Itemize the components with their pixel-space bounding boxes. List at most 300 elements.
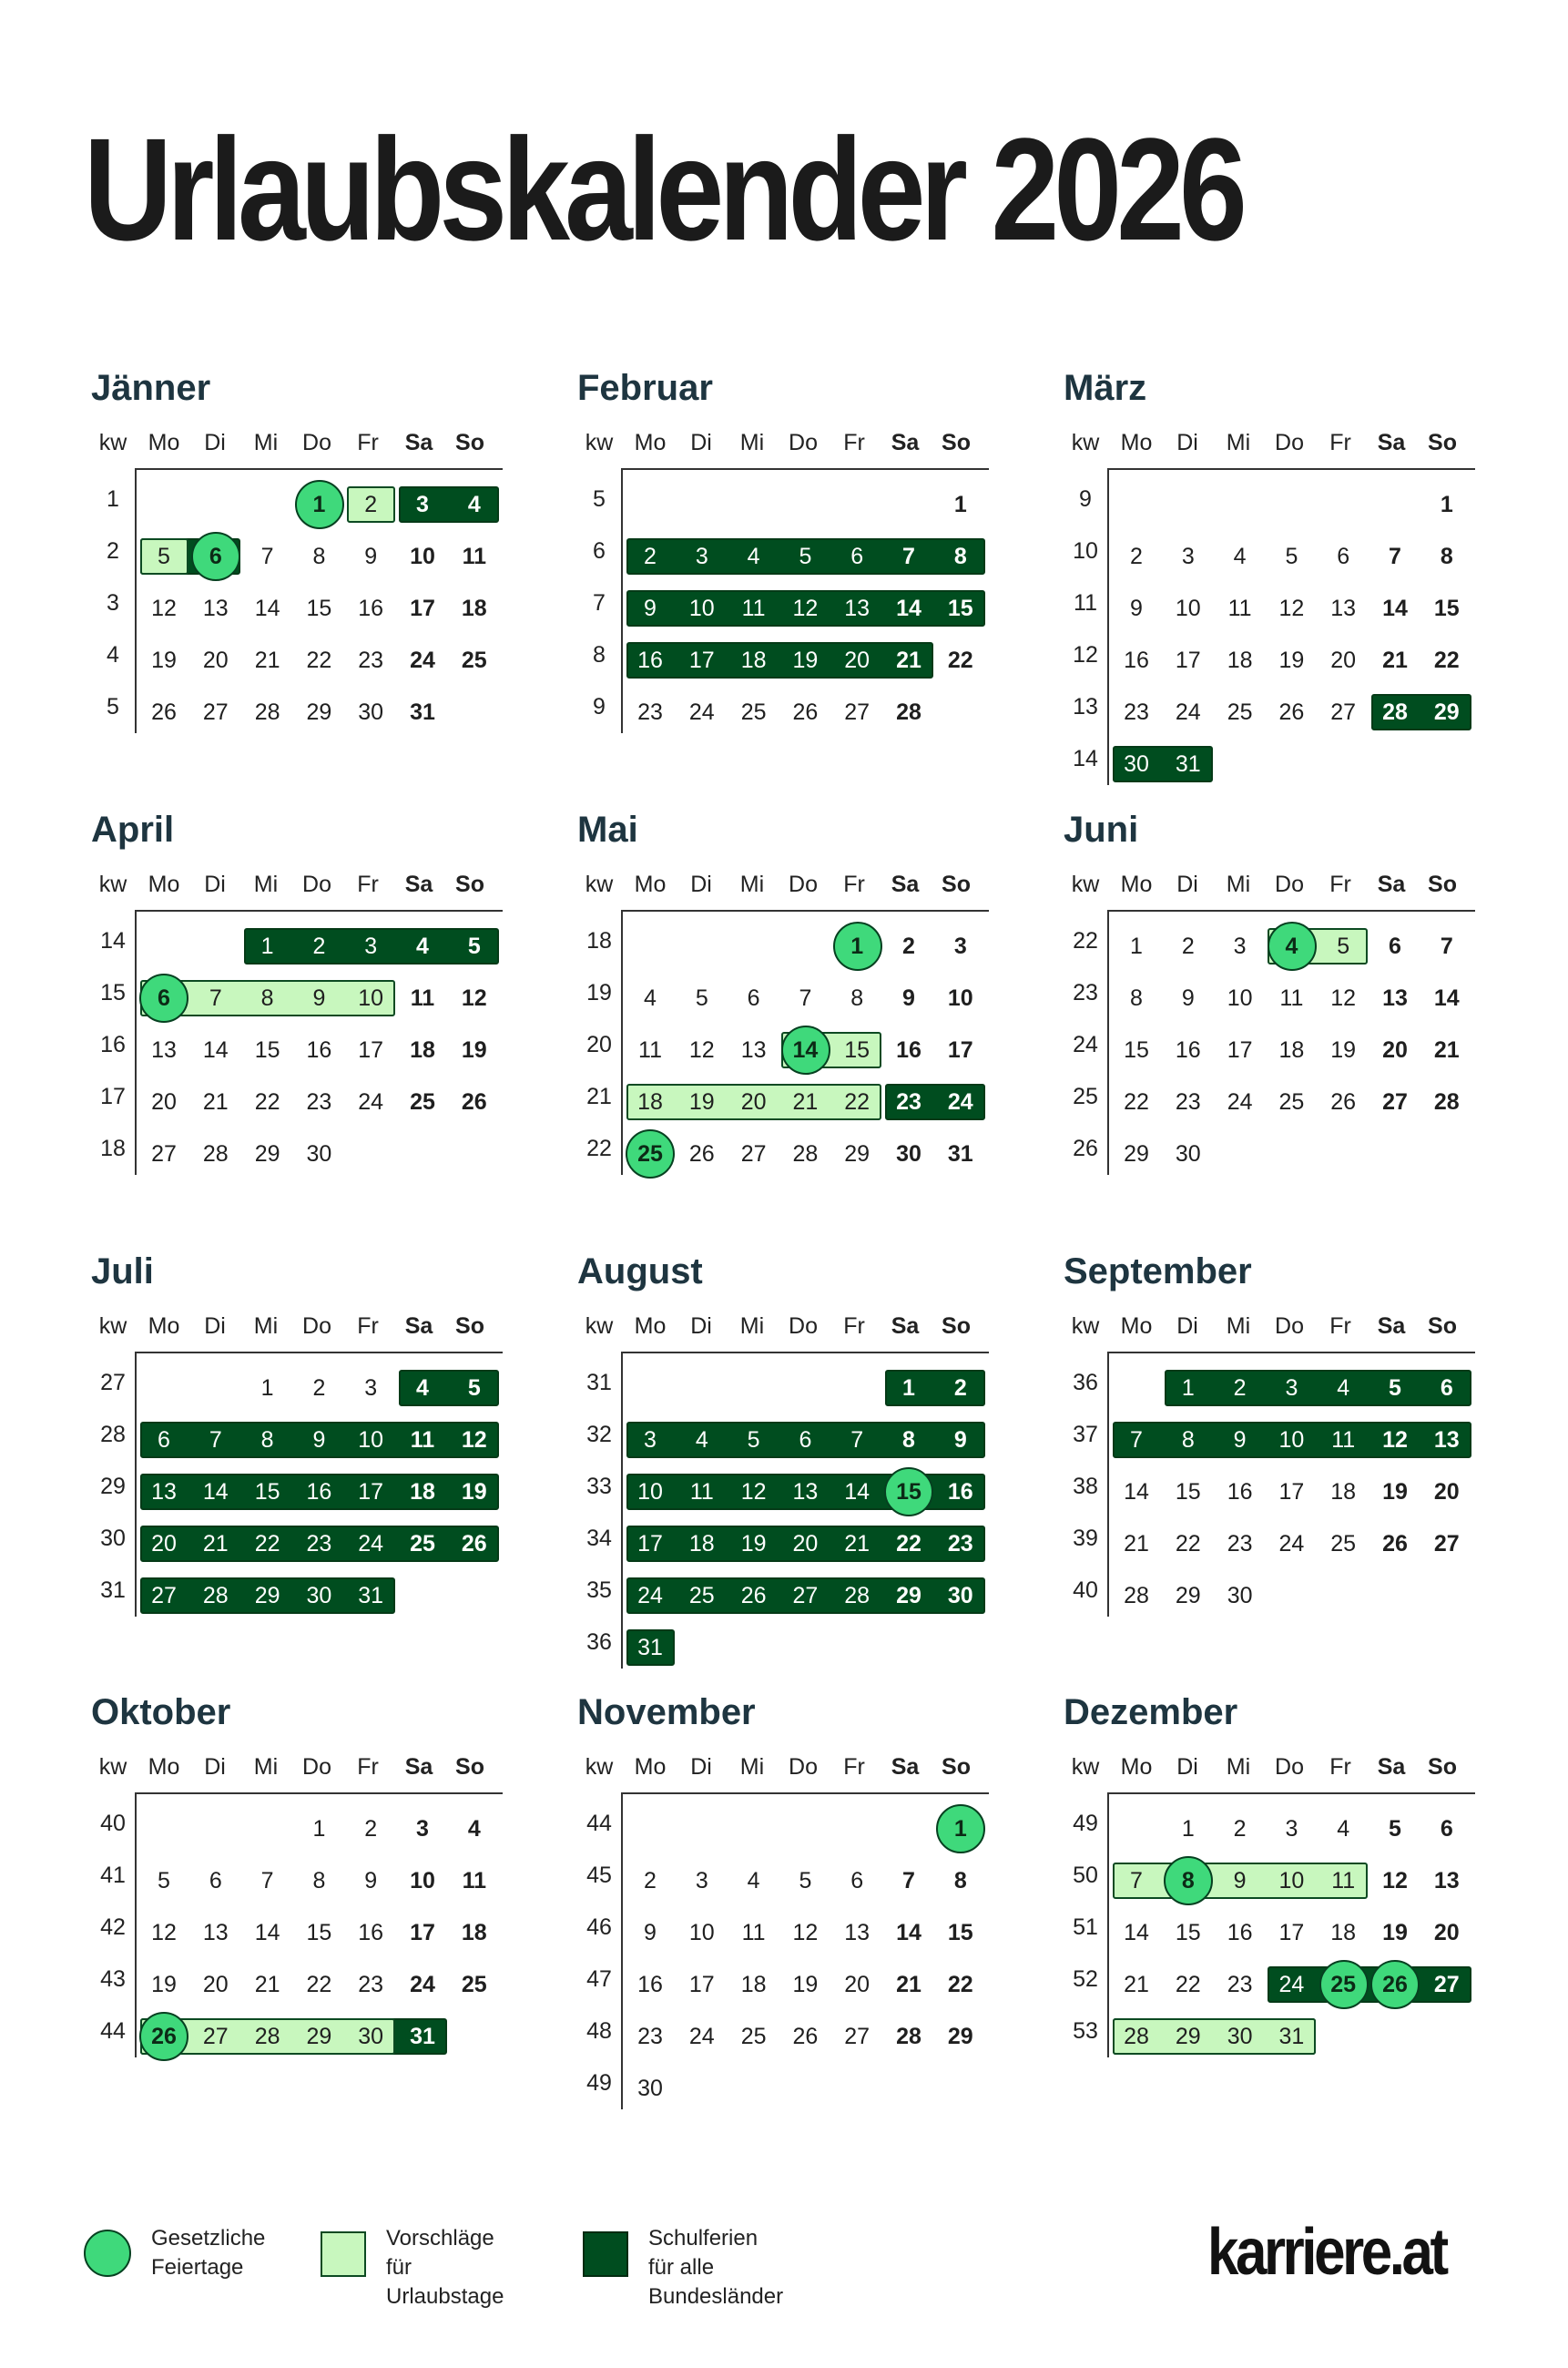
calendar-day[interactable]: 2 (312, 1375, 326, 1401)
calendar-day[interactable]: 4 (747, 544, 760, 569)
calendar-day[interactable]: 15 (896, 1479, 921, 1505)
calendar-day[interactable]: 28 (202, 1141, 229, 1167)
calendar-day[interactable]: 7 (209, 1427, 222, 1453)
calendar-day[interactable]: 2 (364, 1816, 378, 1842)
calendar-day[interactable]: 4 (747, 1868, 760, 1893)
calendar-day[interactable]: 18 (1330, 1920, 1357, 1945)
calendar-day[interactable]: 4 (467, 492, 481, 517)
calendar-day[interactable]: 17 (947, 1037, 973, 1063)
calendar-day[interactable]: 21 (844, 1531, 871, 1557)
calendar-day[interactable]: 6 (158, 1427, 170, 1453)
calendar-day[interactable]: 24 (947, 1089, 973, 1115)
calendar-day[interactable]: 23 (306, 1089, 332, 1115)
calendar-day[interactable]: 14 (1433, 985, 1460, 1011)
calendar-day[interactable]: 5 (1337, 934, 1350, 959)
calendar-day[interactable]: 18 (1278, 1037, 1305, 1063)
calendar-day[interactable]: 11 (1331, 1868, 1356, 1893)
calendar-day[interactable]: 24 (358, 1089, 384, 1115)
calendar-day[interactable]: 6 (209, 544, 222, 569)
calendar-day[interactable]: 12 (688, 1037, 715, 1063)
calendar-day[interactable]: 7 (260, 544, 274, 569)
calendar-day[interactable]: 13 (844, 596, 871, 621)
calendar-day[interactable]: 2 (364, 492, 378, 517)
calendar-day[interactable]: 26 (1382, 1531, 1408, 1557)
calendar-day[interactable]: 15 (947, 596, 973, 621)
calendar-day[interactable]: 25 (740, 2024, 767, 2049)
calendar-day[interactable]: 23 (1227, 1531, 1253, 1557)
calendar-day[interactable]: 15 (1124, 1037, 1149, 1063)
calendar-day[interactable]: 7 (1389, 544, 1401, 569)
calendar-day[interactable]: 27 (202, 2024, 229, 2049)
calendar-day[interactable]: 14 (844, 1479, 871, 1505)
calendar-day[interactable]: 3 (1285, 1816, 1298, 1842)
calendar-day[interactable]: 3 (364, 1375, 378, 1401)
calendar-day[interactable]: 24 (688, 2024, 715, 2049)
calendar-day[interactable]: 1 (902, 1375, 915, 1401)
calendar-day[interactable]: 23 (306, 1531, 332, 1557)
calendar-day[interactable]: 3 (953, 934, 967, 959)
calendar-day[interactable]: 18 (410, 1037, 435, 1063)
calendar-day[interactable]: 25 (1278, 1089, 1305, 1115)
calendar-day[interactable]: 20 (202, 648, 229, 673)
calendar-day[interactable]: 2 (1233, 1375, 1247, 1401)
calendar-day[interactable]: 13 (151, 1479, 177, 1505)
calendar-day[interactable]: 11 (410, 985, 435, 1011)
calendar-day[interactable]: 10 (1227, 985, 1253, 1011)
calendar-day[interactable]: 17 (410, 596, 435, 621)
calendar-day[interactable]: 19 (792, 648, 819, 673)
calendar-day[interactable]: 4 (1337, 1816, 1350, 1842)
calendar-day[interactable]: 27 (844, 699, 871, 725)
calendar-day[interactable]: 27 (202, 699, 229, 725)
calendar-day[interactable]: 8 (902, 1427, 915, 1453)
calendar-day[interactable]: 25 (461, 648, 487, 673)
calendar-day[interactable]: 29 (254, 1583, 280, 1608)
calendar-day[interactable]: 8 (1130, 985, 1143, 1011)
calendar-day[interactable]: 25 (461, 1972, 487, 1997)
calendar-day[interactable]: 29 (1433, 699, 1460, 725)
calendar-day[interactable]: 8 (1440, 544, 1453, 569)
calendar-day[interactable]: 20 (1433, 1479, 1460, 1505)
calendar-day[interactable]: 7 (902, 544, 915, 569)
calendar-day[interactable]: 12 (1278, 596, 1305, 621)
calendar-day[interactable]: 9 (644, 596, 657, 621)
calendar-day[interactable]: 19 (1382, 1479, 1408, 1505)
calendar-day[interactable]: 17 (1227, 1037, 1253, 1063)
calendar-day[interactable]: 19 (688, 1089, 715, 1115)
calendar-day[interactable]: 5 (1285, 544, 1298, 569)
calendar-day[interactable]: 5 (158, 544, 170, 569)
calendar-day[interactable]: 1 (312, 1816, 326, 1842)
calendar-day[interactable]: 13 (151, 1037, 177, 1063)
calendar-day[interactable]: 12 (1382, 1868, 1408, 1893)
calendar-day[interactable]: 28 (1382, 699, 1408, 725)
calendar-day[interactable]: 15 (1433, 596, 1460, 621)
calendar-day[interactable]: 9 (1181, 985, 1195, 1011)
calendar-day[interactable]: 2 (312, 934, 326, 959)
calendar-day[interactable]: 30 (947, 1583, 973, 1608)
calendar-day[interactable]: 31 (410, 699, 435, 725)
calendar-day[interactable]: 30 (358, 699, 384, 725)
calendar-day[interactable]: 18 (688, 1531, 715, 1557)
calendar-day[interactable]: 5 (799, 1868, 812, 1893)
calendar-day[interactable]: 30 (358, 2024, 384, 2049)
calendar-day[interactable]: 24 (1278, 1972, 1305, 1997)
calendar-day[interactable]: 18 (461, 1920, 487, 1945)
calendar-day[interactable]: 22 (844, 1089, 871, 1115)
calendar-day[interactable]: 5 (1389, 1375, 1401, 1401)
calendar-day[interactable]: 1 (1440, 492, 1453, 517)
calendar-day[interactable]: 21 (202, 1089, 229, 1115)
calendar-day[interactable]: 13 (1330, 596, 1357, 621)
calendar-day[interactable]: 22 (896, 1531, 921, 1557)
calendar-day[interactable]: 24 (1227, 1089, 1253, 1115)
calendar-day[interactable]: 24 (410, 648, 435, 673)
calendar-day[interactable]: 3 (416, 492, 429, 517)
calendar-day[interactable]: 12 (792, 596, 819, 621)
calendar-day[interactable]: 17 (637, 1531, 663, 1557)
calendar-day[interactable]: 22 (254, 1531, 280, 1557)
calendar-day[interactable]: 27 (151, 1583, 177, 1608)
calendar-day[interactable]: 1 (1181, 1375, 1195, 1401)
calendar-day[interactable]: 15 (306, 1920, 332, 1945)
calendar-day[interactable]: 14 (1124, 1479, 1149, 1505)
calendar-day[interactable]: 21 (254, 1972, 280, 1997)
calendar-day[interactable]: 21 (254, 648, 280, 673)
calendar-day[interactable]: 9 (312, 1427, 326, 1453)
calendar-day[interactable]: 25 (637, 1141, 663, 1167)
calendar-day[interactable]: 21 (1382, 648, 1408, 673)
calendar-day[interactable]: 16 (358, 1920, 384, 1945)
calendar-day[interactable]: 8 (953, 1868, 967, 1893)
calendar-day[interactable]: 1 (260, 1375, 274, 1401)
calendar-day[interactable]: 11 (741, 596, 766, 621)
calendar-day[interactable]: 27 (1382, 1089, 1408, 1115)
calendar-day[interactable]: 16 (1227, 1920, 1253, 1945)
calendar-day[interactable]: 11 (1227, 596, 1252, 621)
calendar-day[interactable]: 26 (740, 1583, 767, 1608)
calendar-day[interactable]: 6 (850, 1868, 864, 1893)
calendar-day[interactable]: 27 (1433, 1972, 1460, 1997)
calendar-day[interactable]: 4 (467, 1816, 481, 1842)
calendar-day[interactable]: 7 (209, 985, 222, 1011)
calendar-day[interactable]: 12 (1382, 1427, 1408, 1453)
calendar-day[interactable]: 12 (461, 985, 487, 1011)
calendar-day[interactable]: 19 (1330, 1037, 1357, 1063)
calendar-day[interactable]: 24 (1175, 699, 1201, 725)
calendar-day[interactable]: 13 (202, 1920, 229, 1945)
calendar-day[interactable]: 27 (1330, 699, 1357, 725)
calendar-day[interactable]: 18 (410, 1479, 435, 1505)
calendar-day[interactable]: 23 (1124, 699, 1149, 725)
calendar-day[interactable]: 2 (1181, 934, 1195, 959)
calendar-day[interactable]: 24 (1278, 1531, 1305, 1557)
calendar-day[interactable]: 22 (947, 1972, 973, 1997)
calendar-day[interactable]: 6 (1440, 1816, 1453, 1842)
calendar-day[interactable]: 19 (461, 1037, 487, 1063)
calendar-day[interactable]: 26 (461, 1531, 487, 1557)
calendar-day[interactable]: 11 (462, 1868, 487, 1893)
calendar-day[interactable]: 16 (1124, 648, 1149, 673)
calendar-day[interactable]: 20 (740, 1089, 767, 1115)
calendar-day[interactable]: 20 (151, 1531, 177, 1557)
calendar-day[interactable]: 8 (312, 1868, 326, 1893)
calendar-day[interactable]: 1 (953, 492, 967, 517)
calendar-day[interactable]: 7 (902, 1868, 915, 1893)
calendar-day[interactable]: 30 (1175, 1141, 1201, 1167)
calendar-day[interactable]: 17 (358, 1037, 384, 1063)
calendar-day[interactable]: 4 (1337, 1375, 1350, 1401)
calendar-day[interactable]: 27 (844, 2024, 871, 2049)
calendar-day[interactable]: 16 (306, 1479, 332, 1505)
calendar-day[interactable]: 29 (947, 2024, 973, 2049)
calendar-day[interactable]: 29 (306, 699, 332, 725)
calendar-day[interactable]: 14 (202, 1479, 229, 1505)
calendar-day[interactable]: 8 (1181, 1868, 1195, 1893)
calendar-day[interactable]: 3 (364, 934, 378, 959)
calendar-day[interactable]: 14 (1382, 596, 1408, 621)
calendar-day[interactable]: 19 (461, 1479, 487, 1505)
calendar-day[interactable]: 26 (461, 1089, 487, 1115)
calendar-day[interactable]: 10 (1278, 1427, 1305, 1453)
calendar-day[interactable]: 4 (416, 934, 429, 959)
calendar-day[interactable]: 2 (1233, 1816, 1247, 1842)
calendar-day[interactable]: 11 (638, 1037, 662, 1063)
calendar-day[interactable]: 19 (151, 1972, 177, 1997)
calendar-day[interactable]: 22 (306, 648, 332, 673)
calendar-day[interactable]: 20 (844, 648, 871, 673)
calendar-day[interactable]: 26 (1382, 1972, 1408, 1997)
calendar-day[interactable]: 9 (902, 985, 915, 1011)
calendar-day[interactable]: 12 (792, 1920, 819, 1945)
calendar-day[interactable]: 28 (896, 2024, 921, 2049)
calendar-day[interactable]: 3 (695, 544, 708, 569)
calendar-day[interactable]: 2 (953, 1375, 967, 1401)
calendar-day[interactable]: 13 (202, 596, 229, 621)
calendar-day[interactable]: 16 (358, 596, 384, 621)
calendar-day[interactable]: 11 (1279, 985, 1304, 1011)
calendar-day[interactable]: 27 (792, 1583, 819, 1608)
calendar-day[interactable]: 9 (1233, 1868, 1247, 1893)
calendar-day[interactable]: 30 (637, 2076, 663, 2101)
calendar-day[interactable]: 21 (792, 1089, 819, 1115)
calendar-day[interactable]: 28 (254, 699, 280, 725)
calendar-day[interactable]: 21 (896, 1972, 921, 1997)
calendar-day[interactable]: 26 (688, 1141, 715, 1167)
calendar-day[interactable]: 23 (1175, 1089, 1201, 1115)
calendar-day[interactable]: 31 (410, 2024, 435, 2049)
calendar-day[interactable]: 30 (1124, 751, 1149, 777)
calendar-day[interactable]: 7 (260, 1868, 274, 1893)
calendar-day[interactable]: 29 (254, 1141, 280, 1167)
calendar-day[interactable]: 25 (1330, 1531, 1357, 1557)
calendar-day[interactable]: 15 (947, 1920, 973, 1945)
calendar-day[interactable]: 6 (850, 544, 864, 569)
calendar-day[interactable]: 5 (467, 934, 481, 959)
calendar-day[interactable]: 21 (896, 648, 921, 673)
calendar-day[interactable]: 8 (312, 544, 326, 569)
calendar-day[interactable]: 22 (947, 648, 973, 673)
calendar-day[interactable]: 25 (1227, 699, 1253, 725)
calendar-day[interactable]: 9 (953, 1427, 967, 1453)
calendar-day[interactable]: 23 (358, 648, 384, 673)
calendar-day[interactable]: 11 (410, 1427, 435, 1453)
calendar-day[interactable]: 13 (1433, 1868, 1460, 1893)
calendar-day[interactable]: 17 (1278, 1479, 1305, 1505)
calendar-day[interactable]: 4 (1285, 934, 1298, 959)
calendar-day[interactable]: 12 (1330, 985, 1357, 1011)
calendar-day[interactable]: 4 (644, 985, 657, 1011)
calendar-day[interactable]: 19 (151, 648, 177, 673)
calendar-day[interactable]: 28 (1433, 1089, 1460, 1115)
calendar-day[interactable]: 16 (1175, 1037, 1201, 1063)
calendar-day[interactable]: 11 (1331, 1427, 1356, 1453)
calendar-day[interactable]: 22 (254, 1089, 280, 1115)
calendar-day[interactable]: 1 (850, 934, 864, 959)
calendar-day[interactable]: 17 (1175, 648, 1201, 673)
calendar-day[interactable]: 20 (202, 1972, 229, 1997)
calendar-day[interactable]: 3 (1233, 934, 1247, 959)
calendar-day[interactable]: 22 (1175, 1531, 1201, 1557)
calendar-day[interactable]: 10 (1278, 1868, 1305, 1893)
calendar-day[interactable]: 12 (740, 1479, 767, 1505)
calendar-day[interactable]: 10 (358, 985, 384, 1011)
calendar-day[interactable]: 26 (1278, 699, 1305, 725)
calendar-day[interactable]: 28 (254, 2024, 280, 2049)
calendar-day[interactable]: 15 (254, 1479, 280, 1505)
calendar-day[interactable]: 20 (1433, 1920, 1460, 1945)
calendar-day[interactable]: 7 (799, 985, 812, 1011)
calendar-day[interactable]: 7 (1130, 1868, 1143, 1893)
calendar-day[interactable]: 11 (462, 544, 487, 569)
calendar-day[interactable]: 13 (1382, 985, 1408, 1011)
calendar-day[interactable]: 14 (254, 1920, 280, 1945)
calendar-day[interactable]: 20 (151, 1089, 177, 1115)
calendar-day[interactable]: 26 (792, 2024, 819, 2049)
calendar-day[interactable]: 20 (1382, 1037, 1408, 1063)
calendar-day[interactable]: 17 (1278, 1920, 1305, 1945)
calendar-day[interactable]: 5 (747, 1427, 760, 1453)
calendar-day[interactable]: 6 (1389, 934, 1401, 959)
calendar-day[interactable]: 18 (1227, 648, 1253, 673)
calendar-day[interactable]: 3 (1181, 544, 1195, 569)
calendar-day[interactable]: 5 (158, 1868, 170, 1893)
calendar-day[interactable]: 21 (1124, 1972, 1149, 1997)
calendar-day[interactable]: 12 (151, 1920, 177, 1945)
calendar-day[interactable]: 26 (151, 2024, 177, 2049)
calendar-day[interactable]: 10 (637, 1479, 663, 1505)
calendar-day[interactable]: 19 (740, 1531, 767, 1557)
calendar-day[interactable]: 5 (695, 985, 708, 1011)
calendar-day[interactable]: 10 (688, 1920, 715, 1945)
calendar-day[interactable]: 24 (688, 699, 715, 725)
calendar-day[interactable]: 17 (688, 648, 715, 673)
calendar-day[interactable]: 30 (306, 1583, 332, 1608)
calendar-day[interactable]: 17 (688, 1972, 715, 1997)
calendar-day[interactable]: 23 (947, 1531, 973, 1557)
calendar-day[interactable]: 21 (202, 1531, 229, 1557)
calendar-day[interactable]: 30 (1227, 2024, 1253, 2049)
calendar-day[interactable]: 20 (1330, 648, 1357, 673)
calendar-day[interactable]: 21 (1124, 1531, 1149, 1557)
calendar-day[interactable]: 8 (1181, 1427, 1195, 1453)
calendar-day[interactable]: 25 (740, 699, 767, 725)
calendar-day[interactable]: 31 (637, 1635, 663, 1660)
calendar-day[interactable]: 11 (741, 1920, 766, 1945)
calendar-day[interactable]: 3 (1285, 1375, 1298, 1401)
calendar-day[interactable]: 19 (792, 1972, 819, 1997)
calendar-day[interactable]: 31 (1278, 2024, 1305, 2049)
calendar-day[interactable]: 14 (792, 1037, 819, 1063)
calendar-day[interactable]: 9 (364, 1868, 378, 1893)
calendar-day[interactable]: 14 (1124, 1920, 1149, 1945)
calendar-day[interactable]: 10 (688, 596, 715, 621)
calendar-day[interactable]: 4 (695, 1427, 708, 1453)
calendar-day[interactable]: 24 (410, 1972, 435, 1997)
calendar-day[interactable]: 13 (740, 1037, 767, 1063)
calendar-day[interactable]: 23 (896, 1089, 921, 1115)
calendar-day[interactable]: 8 (260, 985, 274, 1011)
calendar-day[interactable]: 15 (254, 1037, 280, 1063)
calendar-day[interactable]: 25 (1330, 1972, 1357, 1997)
calendar-day[interactable]: 8 (260, 1427, 274, 1453)
calendar-day[interactable]: 20 (844, 1972, 871, 1997)
calendar-day[interactable]: 4 (416, 1375, 429, 1401)
calendar-day[interactable]: 25 (410, 1531, 435, 1557)
calendar-day[interactable]: 8 (850, 985, 864, 1011)
calendar-day[interactable]: 13 (1433, 1427, 1460, 1453)
calendar-day[interactable]: 10 (410, 1868, 435, 1893)
calendar-day[interactable]: 6 (209, 1868, 222, 1893)
calendar-day[interactable]: 1 (1181, 1816, 1195, 1842)
calendar-day[interactable]: 6 (799, 1427, 812, 1453)
calendar-day[interactable]: 17 (358, 1479, 384, 1505)
calendar-day[interactable]: 6 (158, 985, 170, 1011)
calendar-day[interactable]: 29 (306, 2024, 332, 2049)
calendar-day[interactable]: 15 (306, 596, 332, 621)
calendar-day[interactable]: 14 (896, 1920, 921, 1945)
calendar-day[interactable]: 7 (1440, 934, 1453, 959)
calendar-day[interactable]: 25 (688, 1583, 715, 1608)
calendar-day[interactable]: 10 (410, 544, 435, 569)
calendar-day[interactable]: 7 (850, 1427, 864, 1453)
calendar-day[interactable]: 16 (896, 1037, 921, 1063)
calendar-day[interactable]: 12 (151, 596, 177, 621)
calendar-day[interactable]: 23 (637, 2024, 663, 2049)
calendar-day[interactable]: 27 (1433, 1531, 1460, 1557)
calendar-day[interactable]: 28 (1124, 1583, 1149, 1608)
calendar-day[interactable]: 20 (792, 1531, 819, 1557)
calendar-day[interactable]: 29 (1124, 1141, 1149, 1167)
calendar-day[interactable]: 7 (1130, 1427, 1143, 1453)
calendar-day[interactable]: 24 (358, 1531, 384, 1557)
calendar-day[interactable]: 28 (1124, 2024, 1149, 2049)
calendar-day[interactable]: 31 (1175, 751, 1201, 777)
calendar-day[interactable]: 16 (947, 1479, 973, 1505)
calendar-day[interactable]: 11 (689, 1479, 714, 1505)
calendar-day[interactable]: 18 (637, 1089, 663, 1115)
calendar-day[interactable]: 29 (844, 1141, 871, 1167)
calendar-day[interactable]: 19 (1278, 648, 1305, 673)
calendar-day[interactable]: 30 (896, 1141, 921, 1167)
calendar-day[interactable]: 1 (260, 934, 274, 959)
calendar-day[interactable]: 13 (792, 1479, 819, 1505)
calendar-day[interactable]: 15 (1175, 1479, 1201, 1505)
calendar-day[interactable]: 22 (306, 1972, 332, 1997)
calendar-day[interactable]: 5 (799, 544, 812, 569)
calendar-day[interactable]: 3 (416, 1816, 429, 1842)
calendar-day[interactable]: 22 (1175, 1972, 1201, 1997)
